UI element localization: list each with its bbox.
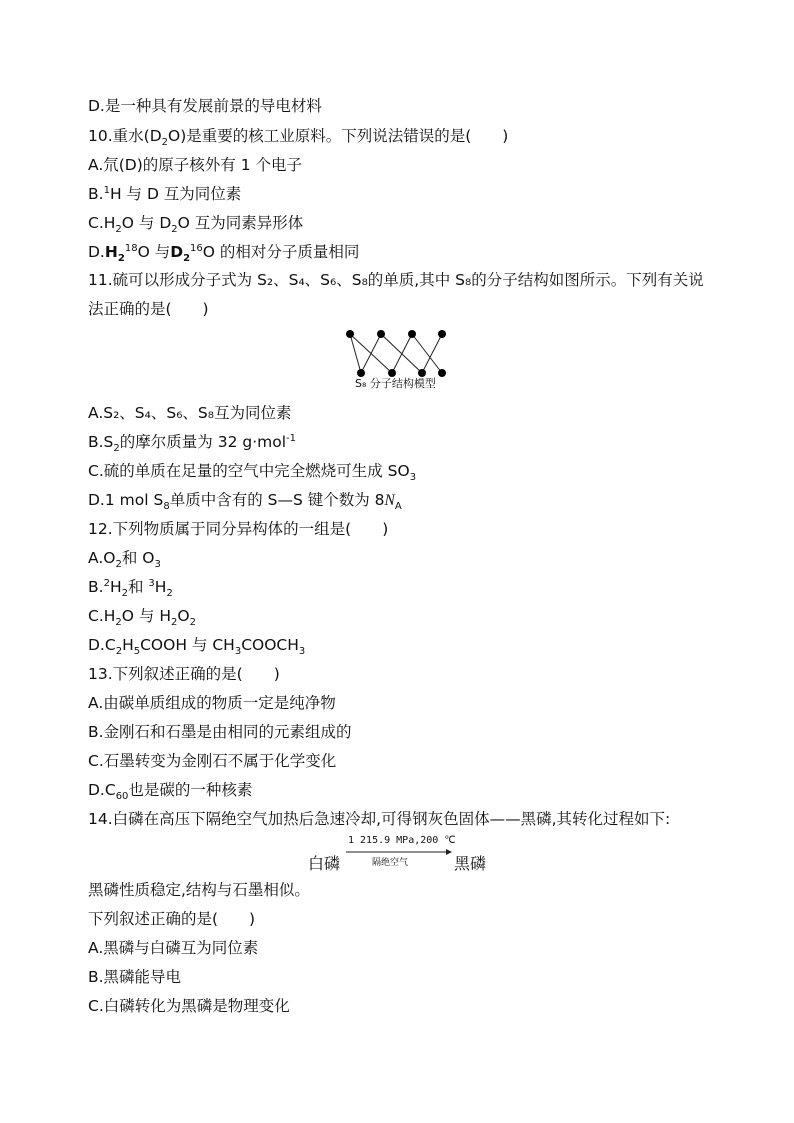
- option-11c: C.硫的单质在足量的空气中完全燃烧可生成 $SO_3$: [88, 462, 417, 484]
- question-14-ask: 下列叙述正确的是( ): [88, 910, 256, 928]
- sulfur-atom: [438, 330, 446, 338]
- option-13d: $D.C_{60}$也是碳的一种核素: [88, 781, 253, 803]
- figure-caption: S₈ 分子结构模型: [355, 377, 436, 390]
- option-10d: $D.H_2^{18}O$ 与$D_2^{16}O$ 的相对分子质量相同: [88, 242, 360, 265]
- reaction-scheme: [308, 835, 488, 871]
- option-13c: C.石墨转变为金刚石不属于化学变化: [88, 752, 337, 770]
- option-11b: $B.S_2$的摩尔质量为 32 g·mol$^{-1}$: [88, 432, 296, 455]
- sulfur-atom: [346, 330, 354, 338]
- sulfur-atom: [438, 369, 446, 377]
- option-10a: A.氘(D)的原子核外有 1 个电子: [88, 156, 303, 174]
- question-14-note: 黑磷性质稳定,结构与石墨相似。: [88, 881, 310, 899]
- option-13b: B.金刚石和石墨是由相同的元素组成的: [88, 723, 352, 741]
- option-11a: A.S₂、S₄、S₆、S₈互为同位素: [88, 404, 292, 422]
- option-13a: A.由碳单质组成的物质一定是纯净物: [88, 694, 336, 712]
- option-12a: $A.O_2$和 $O_3$: [88, 549, 161, 571]
- question-12: 12.下列物质属于同分异构体的一组是( ): [88, 520, 389, 538]
- option-11d: D.1 mol $S_8$单质中含有的 S—S 键个数为 $8N_A$: [88, 491, 402, 513]
- option-14a: A.黑磷与白磷互为同位素: [88, 939, 259, 957]
- reactant-label: 白磷: [308, 854, 341, 873]
- option-12d: $D.C_2H_5COOH$ 与 $CH_3COOCH_3$: [88, 636, 306, 658]
- question-10: 10.重水$(D_2O)$是重要的核工业原料。下列说法错误的是( ): [88, 127, 509, 149]
- question-14: 14.白磷在高压下隔绝空气加热后急速冷却,可得钢灰色固体——黑磷,其转化过程如下:: [88, 810, 671, 828]
- question-11: 11.硫可以形成分子式为 S₂、S₄、S₆、S₈的单质,其中 S₈的分子结构如图所示。下列有关说法正确的是( ): [88, 271, 704, 318]
- sulfur-atom: [377, 330, 385, 338]
- option-9d: D.是一种具有发展前景的导电材料: [88, 97, 322, 115]
- question-13: 13.下列叙述正确的是( ): [88, 665, 280, 683]
- option-10b: B.$^1$H 与 D 互为同位素: [88, 184, 242, 203]
- reaction-condition: 1 215.9 MPa,200 ℃: [348, 835, 456, 846]
- option-14b: B.黑磷能导电: [88, 968, 182, 986]
- reaction-condition-below: 隔绝空气: [372, 858, 409, 868]
- option-10c: $C.H_2O$ 与 $D_2O$ 互为同素异形体: [88, 214, 304, 236]
- sulfur-atom: [408, 330, 416, 338]
- option-12c: $C.H_2O$ 与 $H_2O_2$: [88, 607, 196, 629]
- product-label: 黑磷: [454, 854, 487, 873]
- option-14c: C.白磷转化为黑磷是物理变化: [88, 997, 290, 1015]
- option-12b: $B.^2H_2$和 $^3H_2$: [88, 577, 173, 600]
